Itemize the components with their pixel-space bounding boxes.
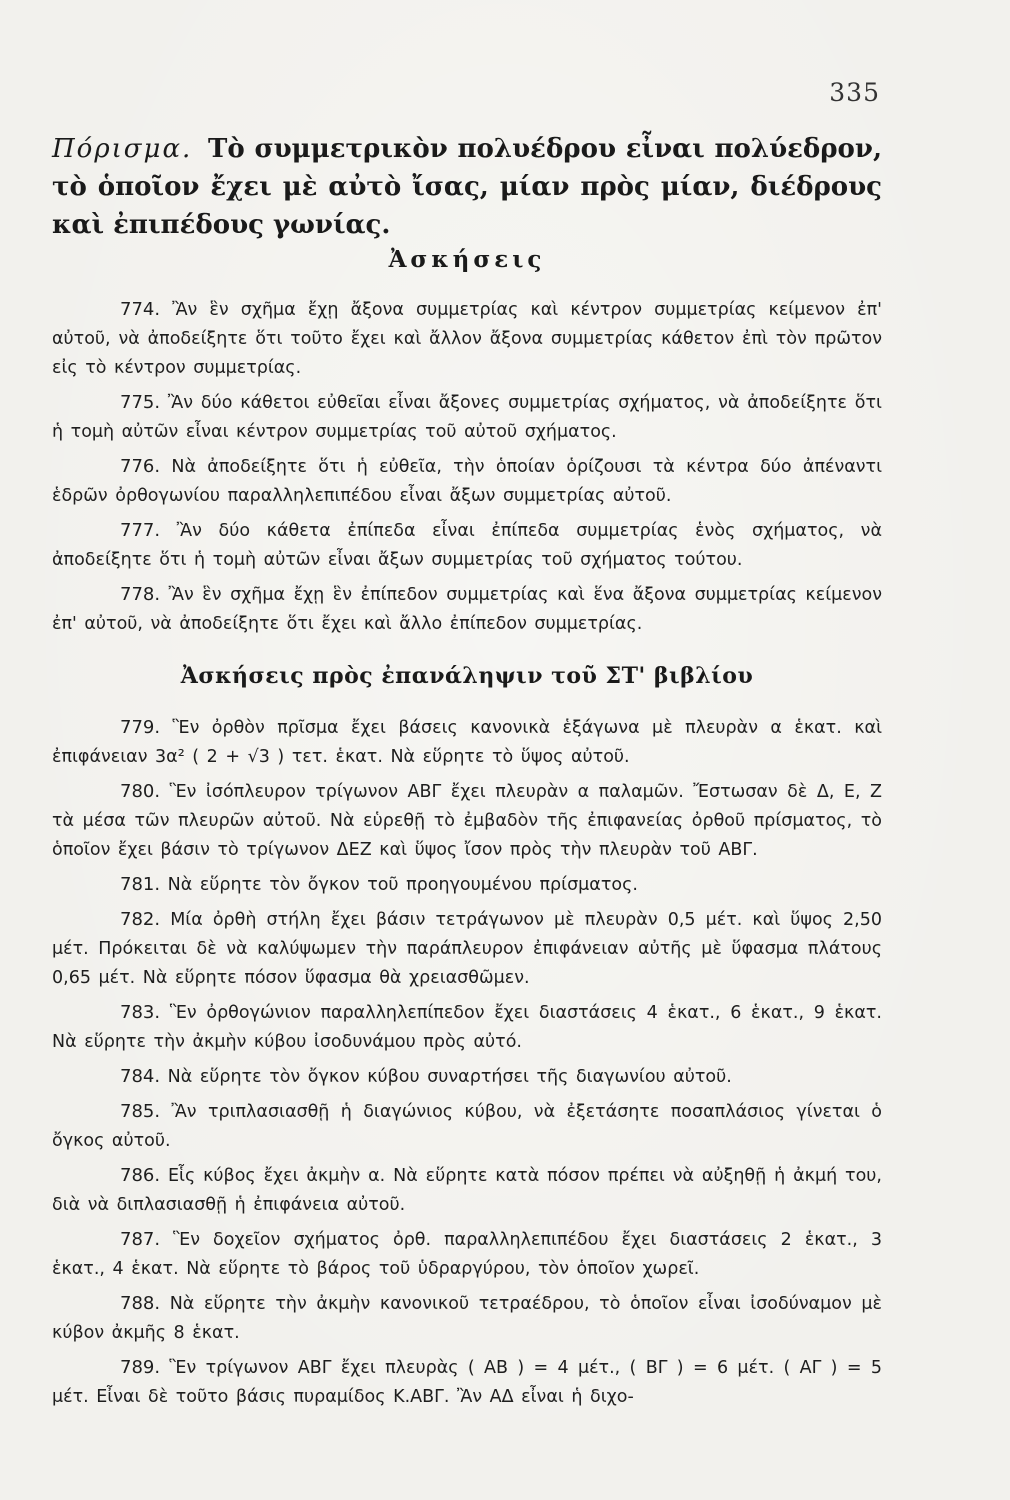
- exercise-text: Ἓν δοχεῖον σχήματος ὀρθ. παραλληλεπιπέδου ἔχει διαστάσεις 2 ἑκατ., 3 ἑκατ., 4 ἑκατ. Νὰ εὕρητε τὸ βάρος τοῦ ὑδραργύρου, τὸν ὁποῖον χωρεῖ.: [52, 1230, 882, 1279]
- exercise-785: [52, 1097, 882, 1156]
- exercise-number: 780.: [120, 781, 161, 802]
- exercise-text: Ἓν ὀρθογώνιον παραλληλεπίπεδον ἔχει διαστάσεις 4 ἑκατ., 6 ἑκατ., 9 ἑκατ. Νὰ εὕρητε τὴν ἀκμὴν κύβου ἰσοδυνάμου πρὸς αὐτό.: [52, 1003, 882, 1052]
- exercise-775: [52, 388, 882, 447]
- exercise-text: Ἓν ὀρθὸν πρῖσμα ἔχει βάσεις κανονικὰ ἑξάγωνα μὲ πλευρὰν α ἑκατ. καὶ ἐπιφάνειαν 3α² ( 2 + √3 ) τετ. ἑκατ. Νὰ εὕρητε τὸ ὕψος αὐτοῦ.: [52, 718, 882, 767]
- review-exercises-heading: Ἀσκήσεις πρὸς ἐπανάληψιν τοῦ ΣΤ' βιβλίου: [180, 663, 754, 689]
- page-body: [52, 130, 882, 1417]
- exercise-text: Ἂν ἓν σχῆμα ἔχῃ ἓν ἐπίπεδον συμμετρίας καὶ ἕνα ἄξονα συμμετρίας κείμενον ἐπ' αὐτοῦ, νὰ ἀποδείξητε ὅτι ἔχει καὶ ἄλλο ἐπίπεδον συμμετρίας.: [52, 585, 882, 634]
- exercise-number: 782.: [120, 909, 161, 930]
- exercise-number: 784.: [120, 1066, 161, 1087]
- exercise-text: Ἓν τρίγωνον ΑΒΓ ἔχει πλευρὰς ( ΑΒ ) = 4 μέτ., ( ΒΓ ) = 6 μέτ. ( ΑΓ ) = 5 μέτ. Εἶναι δὲ τοῦτο βάσις πυραμίδος Κ.ΑΒΓ. Ἂν ΑΔ εἶναι ἡ διχο-: [52, 1358, 882, 1407]
- exercise-text: Μία ὀρθὴ στήλη ἔχει βάσιν τετράγωνον μὲ πλευρὰν 0,5 μέτ. καὶ ὕψος 2,50 μέτ. Πρόκειται δὲ νὰ καλύψωμεν τὴν παράπλευρον ἐπιφάνειαν αὐτῆς μὲ ὕφασμα πλάτους 0,65 μέτ. Νὰ εὕρητε πόσον ὕφασμα θὰ χρειασθῶμεν.: [52, 910, 882, 988]
- exercise-text: Ἓν ἰσόπλευρον τρίγωνον ΑΒΓ ἔχει πλευρὰν α παλαμῶν. Ἔστωσαν δὲ Δ, Ε, Ζ τὰ μέσα τῶν πλευρῶν αὐτοῦ. Νὰ εὑρεθῇ τὸ ἐμβαδὸν τῆς ἐπιφανείας ὀρθοῦ πρίσματος, τὸ ὁποῖον ἔχει βάσιν τὸ τρίγωνον ΔΕΖ καὶ ὕψος ἴσον πρὸς τὴν πλευρὰν τοῦ ΑΒΓ.: [52, 782, 882, 860]
- exercise-text: Ἂν ἓν σχῆμα ἔχῃ ἄξονα συμμετρίας καὶ κέντρον συμμετρίας κείμενον ἐπ' αὐτοῦ, νὰ ἀποδείξητε ὅτι τοῦτο ἔχει καὶ ἄλλον ἄξονα συμμετρίας κάθετον ἐπὶ τὸν πρῶτον εἰς τὸ κέντρον συμμετρίας.: [52, 300, 882, 378]
- exercise-text: Ἂν δύο κάθετοι εὐθεῖαι εἶναι ἄξονες συμμετρίας σχήματος, νὰ ἀποδείξητε ὅτι ἡ τομὴ αὐτῶν εἶναι κέντρον συμμετρίας τοῦ αὐτοῦ σχήματος.: [52, 393, 882, 442]
- exercise-787: [52, 1225, 882, 1284]
- exercise-784: [52, 1062, 882, 1092]
- exercise-780: [52, 777, 882, 865]
- corollary-paragraph: [52, 130, 882, 244]
- exercises-heading: Ἀσκήσεις: [388, 246, 546, 273]
- exercise-number: 785.: [120, 1101, 161, 1122]
- exercise-text: Νὰ ἀποδείξητε ὅτι ἡ εὐθεῖα, τὴν ὁποίαν ὁρίζουσι τὰ κέντρα δύο ἀπέναντι ἑδρῶν ὀρθογωνίου παραλληλεπιπέδου εἶναι ἄξων συμμετρίας αὐτοῦ.: [52, 457, 882, 506]
- exercise-number: 781.: [120, 874, 161, 895]
- exercise-number: 778.: [120, 584, 161, 605]
- exercise-number: 786.: [120, 1165, 161, 1186]
- corollary-text: Τὸ συμμετρικὸν πολυέδρου εἶναι πολύεδρον, τὸ ὁποῖον ἔχει μὲ αὐτὸ ἴσας, μίαν πρὸς μίαν, διέδρους καὶ ἐπιπέδους γωνίας.: [52, 134, 882, 240]
- exercise-788: [52, 1289, 882, 1348]
- exercise-number: 783.: [120, 1002, 161, 1023]
- exercise-number: 774.: [120, 299, 161, 320]
- exercise-774: [52, 295, 882, 383]
- exercise-777: [52, 516, 882, 575]
- exercise-779: [52, 713, 882, 772]
- exercise-776: [52, 452, 882, 511]
- exercise-text: Νὰ εὕρητε τὸν ὄγκον τοῦ προηγουμένου πρίσματος.: [167, 875, 638, 895]
- exercise-text: Ἂν δύο κάθετα ἐπίπεδα εἶναι ἐπίπεδα συμμετρίας ἑνὸς σχήματος, νὰ ἀποδείξητε ὅτι ἡ τομὴ αὐτῶν εἶναι ἄξων συμμετρίας τοῦ σχήματος τούτου.: [52, 521, 882, 570]
- exercise-number: 787.: [120, 1229, 161, 1250]
- exercise-text: Εἷς κύβος ἔχει ἀκμὴν α. Νὰ εὕρητε κατὰ πόσον πρέπει νὰ αὐξηθῇ ἡ ἀκμή του, διὰ νὰ διπλασιασθῇ ἡ ἐπιφάνεια αὐτοῦ.: [52, 1166, 882, 1215]
- exercise-text: Ἂν τριπλασιασθῇ ἡ διαγώνιος κύβου, νὰ ἐξετάσητε ποσαπλάσιος γίνεται ὁ ὄγκος αὐτοῦ.: [52, 1102, 882, 1151]
- exercise-number: 788.: [120, 1293, 161, 1314]
- exercise-number: 777.: [120, 520, 161, 541]
- exercise-text: Νὰ εὕρητε τὴν ἀκμὴν κανονικοῦ τετραέδρου, τὸ ὁποῖον εἶναι ἰσοδύναμον μὲ κύβον ἀκμῆς 8 ἑκατ.: [52, 1294, 882, 1343]
- exercise-text: Νὰ εὕρητε τὸν ὄγκον κύβου συναρτήσει τῆς διαγωνίου αὐτοῦ.: [167, 1067, 732, 1087]
- exercise-781: [52, 870, 882, 900]
- exercise-783: [52, 998, 882, 1057]
- exercise-786: [52, 1161, 882, 1220]
- page-number: 335: [829, 78, 880, 107]
- exercise-789: [52, 1353, 882, 1412]
- exercise-number: 789.: [120, 1357, 161, 1378]
- exercise-number: 775.: [120, 392, 161, 413]
- exercise-782: [52, 905, 882, 993]
- exercise-778: [52, 580, 882, 639]
- exercise-number: 779.: [120, 717, 161, 738]
- corollary-label: Πόρισμα.: [52, 134, 193, 164]
- exercise-number: 776.: [120, 456, 161, 477]
